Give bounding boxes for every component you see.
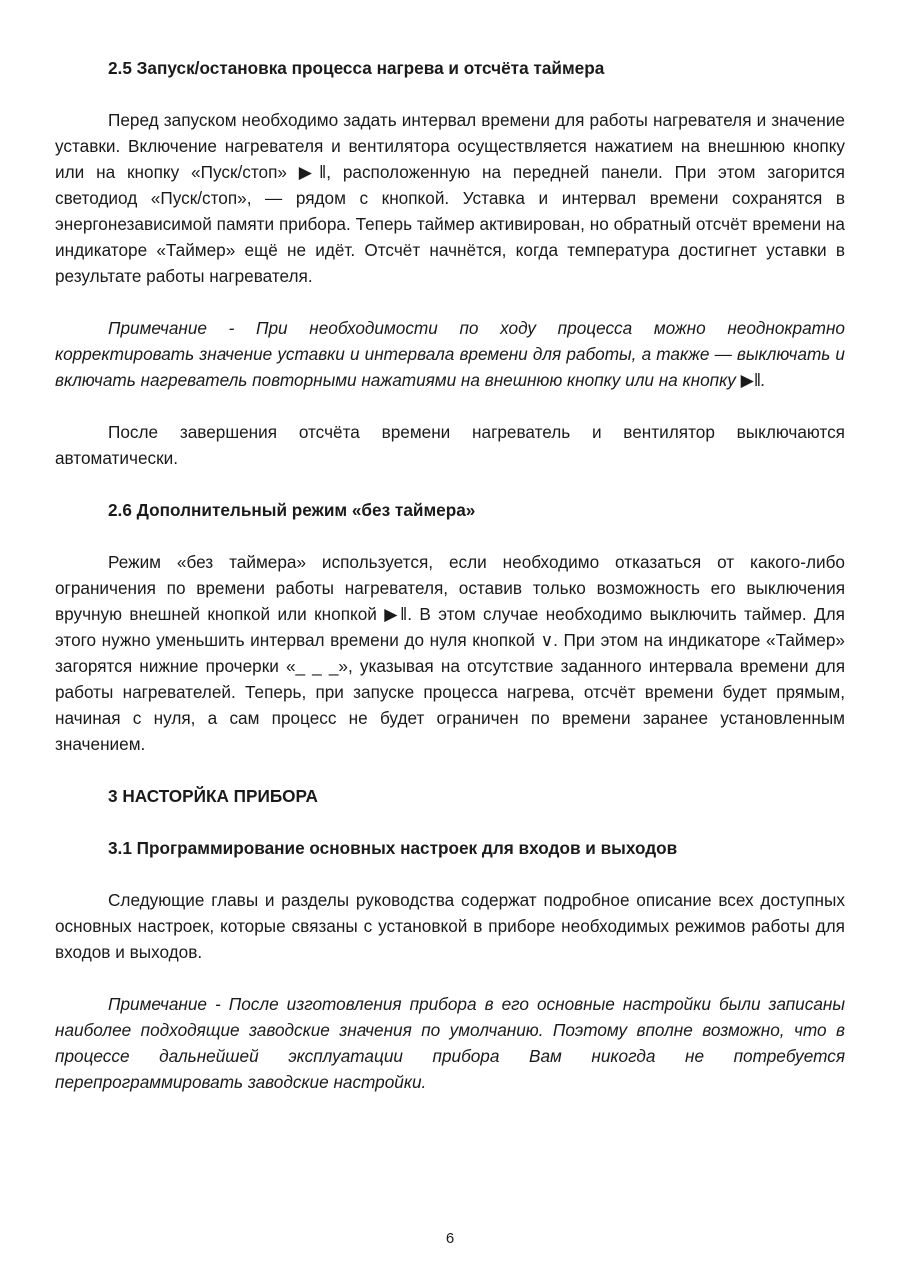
- section-2-6-heading: 2.6 Дополнительный режим «без таймера»: [108, 500, 476, 520]
- section-3-1-heading: 3.1 Программирование основных настроек для входов и выходов: [108, 838, 678, 858]
- section-2-5-paragraph-1: Перед запуском необходимо задать интервал времени для работы нагревателя и значение уставки. Включение нагревателя и вентилятора осуществляется нажатием на внешнюю кнопку или на кнопку «Пуск/стоп» ▶ǁ, расположенную на передней панели. При этом загорится светодиод «Пуск/стоп», — рядом с кнопкой. Уставка и интервал времени сохранятся в энергонезависимой памяти прибора. Теперь таймер активирован, но обратный отсчёт времени на индикаторе «Таймер» ещё не идёт. Отсчёт начнётся, когда температура достигнет уставки в результате работы нагревателя.: [55, 110, 845, 286]
- section-2-5-note: Примечание - При необходимости по ходу процесса можно неоднократно корректировать значение уставки и интервала времени для работы, а также — выключать и включать нагреватель повторными нажатиями на внешнюю кнопку или на кнопку ▶ǁ.: [55, 318, 845, 390]
- section-3-heading: 3 НАСТОРЙКА ПРИБОРА: [108, 786, 318, 806]
- page-number: 6: [445, 1230, 455, 1247]
- document-page: [55, 55, 845, 1095]
- section-2-6-paragraph-1: Режим «без таймера» используется, если необходимо отказаться от какого-либо ограничения по времени работы нагревателя, оставив только возможность его выключения вручную внешней кнопкой или кнопкой ▶ǁ. В этом случае необходимо выключить таймер. Для этого нужно уменьшить интервал времени до нуля кнопкой ∨. При этом на индикаторе «Таймер» загорятся нижние прочерки «_ _ _», указывая на отсутствие заданного интервала времени для работы нагревателей. Теперь, при запуске процесса нагрева, отсчёт времени будет прямым, начиная с нуля, а сам процесс не будет ограничен по времени заранее установленным значением.: [55, 552, 845, 754]
- section-2-5-paragraph-2: После завершения отсчёта времени нагреватель и вентилятор выключаются автоматически.: [55, 422, 845, 468]
- section-3-1-note: Примечание - После изготовления прибора в его основные настройки были записаны наиболее подходящие заводские значения по умолчанию. Поэтому вполне возможно, что в процессе дальнейшей эксплуатации прибора Вам никогда не потребуется перепрограммировать заводские настройки.: [55, 994, 845, 1092]
- section-2-5-heading: 2.5 Запуск/остановка процесса нагрева и отсчёта таймера: [108, 58, 605, 78]
- section-3-1-paragraph-1: Следующие главы и разделы руководства содержат подробное описание всех доступных основных настроек, которые связаны с установкой в приборе необходимых режимов работы для входов и выходов.: [55, 890, 845, 962]
